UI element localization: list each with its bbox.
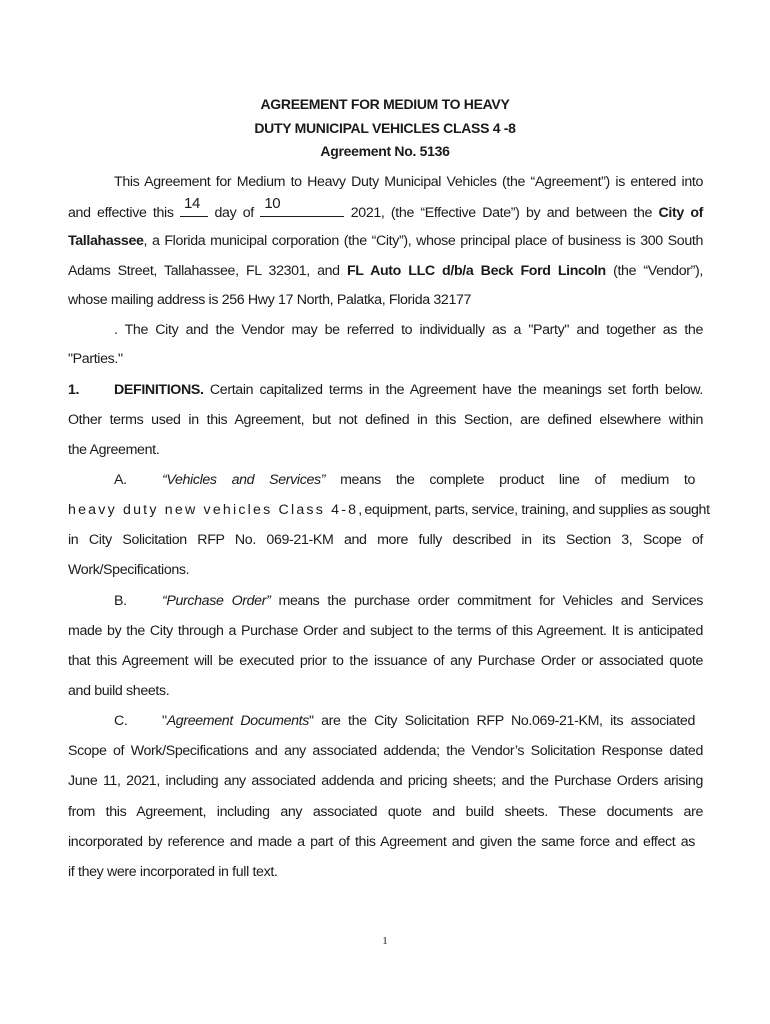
intro-line-4 [68, 263, 703, 279]
day-value: 14 [184, 195, 201, 212]
intro-day-of-text: day of [214, 205, 254, 221]
day-field[interactable] [180, 195, 208, 217]
intro-effective-text: and effective this [68, 205, 174, 221]
def-a-line-2 [68, 502, 710, 518]
def-a-scope: equipment, parts, service, training, and supplies as sought [364, 502, 710, 518]
def-a-line-4: Work/Specifications. [68, 562, 190, 578]
def-c-line-2: Scope of Work/Specifications and any associated addenda; the Vendor’s Solicitation Response dated [68, 743, 703, 759]
city-description: , a Florida municipal corporation (the “City”), whose principal place of business is 300 South [143, 233, 703, 249]
def-c-line-6: if they were incorporated in full text. [68, 864, 278, 880]
def-c-line-3: June 11, 2021, including any associated addenda and pricing sheets; and the Purchase Orders arising [68, 773, 703, 789]
def-c-line-5: incorporated by reference and made a part of this Agreement and given the same force and effect as [68, 834, 695, 850]
vendor-label: (the “Vendor”), [613, 263, 703, 279]
def-a-term: “Vehicles and Services” [162, 472, 326, 488]
city-address-end: Adams Street, Tallahassee, FL 32301, and [68, 263, 340, 279]
def-c-meaning: " are the City Solicitation RFP No.069-21-KM, its associated [309, 713, 695, 729]
def-c-open-quote: " [162, 713, 167, 729]
city-name-part-1: City of [658, 205, 704, 221]
intro-line-2 [68, 195, 704, 221]
def-c-line-4: from this Agreement, including any associated quote and build sheets. These documents are [68, 804, 703, 820]
intro-effective-date-text: 2021, (the “Effective Date”) by and between the [350, 205, 653, 221]
intro-line-3 [68, 233, 703, 249]
def-a-letter: A. [114, 472, 127, 488]
def-c-term: Agreement Documents [166, 713, 309, 729]
intro-line-1: This Agreement for Medium to Heavy Duty Municipal Vehicles (the “Agreement”) is entered into [114, 174, 703, 190]
def-b-line-4: and build sheets. [68, 683, 170, 699]
def-b-line-2: made by the City through a Purchase Order and subject to the terms of this Agreement. It is anticipated [68, 623, 703, 639]
agreement-number: Agreement No. 5136 [320, 143, 450, 159]
def-a-vehicle-class: heavy duty new vehicles Class 4-8, [68, 502, 365, 518]
def-b-term: “Purchase Order” [162, 593, 271, 609]
def-a-line-1 [114, 472, 695, 488]
def-c-line-1 [114, 713, 695, 729]
section-1-line-2: Other terms used in this Agreement, but not defined in this Section, are defined elsewhere within [68, 412, 703, 428]
intro-line-6: . The City and the Vendor may be referred to individually as a "Party" and together as the [114, 322, 703, 338]
month-field[interactable] [260, 195, 344, 217]
section-1-line-1 [68, 382, 703, 398]
title-line-1: AGREEMENT FOR MEDIUM TO HEAVY [260, 96, 510, 112]
def-c-letter: C. [114, 713, 128, 729]
vendor-name: FL Auto LLC d/b/a Beck Ford Lincoln [346, 263, 606, 279]
def-a-meaning: means the complete product line of medium to [340, 472, 695, 488]
vendor-address: whose mailing address is 256 Hwy 17 North, Palatka, Florida 32177 [68, 292, 472, 308]
intro-line-7: "Parties." [68, 351, 123, 367]
page-number: 1 [382, 935, 388, 947]
section-1-number: 1. [68, 382, 80, 398]
section-1-heading: DEFINITIONS. [114, 382, 204, 398]
section-1-line-3: the Agreement. [68, 442, 160, 458]
def-b-letter: B. [114, 593, 127, 609]
month-value: 10 [264, 195, 281, 212]
def-b-meaning: means the purchase order commitment for Vehicles and Services [278, 593, 703, 609]
city-name-part-2: Tallahassee [68, 233, 144, 249]
title-line-2: DUTY MUNICIPAL VEHICLES CLASS 4 -8 [254, 120, 516, 136]
def-b-line-1 [114, 593, 703, 609]
def-a-line-3: in City Solicitation RFP No. 069-21-KM and more fully described in its Section 3, Scope of [68, 532, 703, 548]
def-b-line-3: that this Agreement will be executed prior to the issuance of any Purchase Order or associated quote [68, 653, 703, 669]
section-1-intro: Certain capitalized terms in the Agreement have the meanings set forth below. [209, 382, 704, 398]
